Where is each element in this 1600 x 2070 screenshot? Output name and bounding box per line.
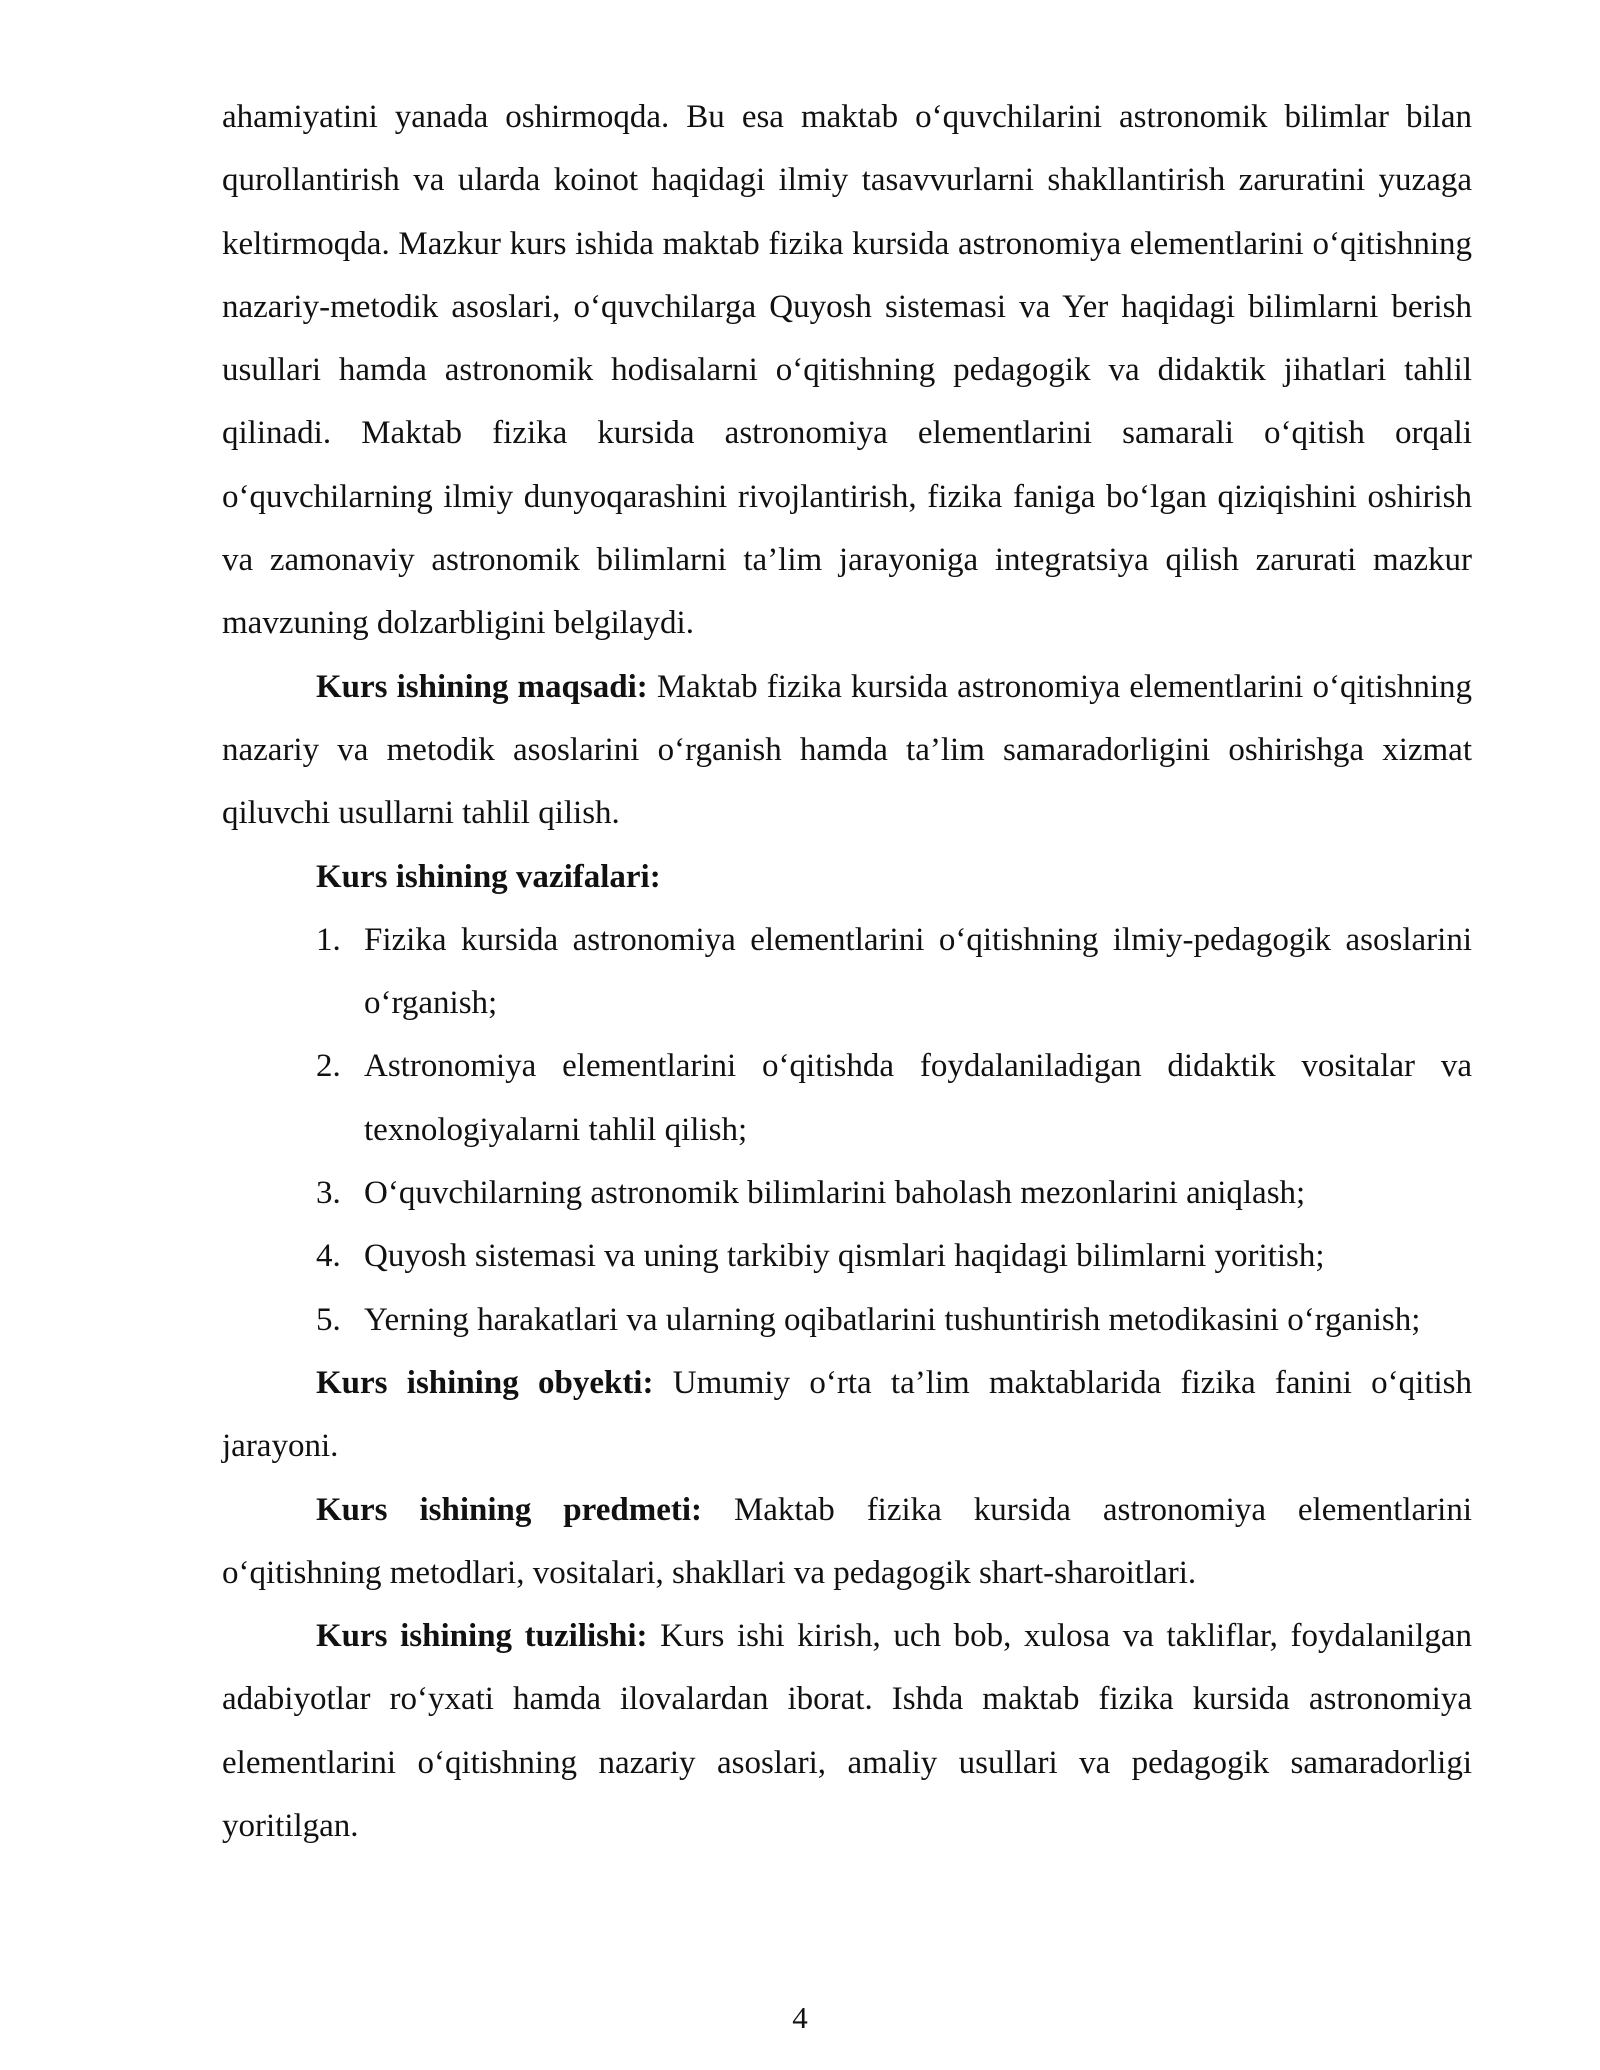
list-item-text: Fizika kursida astronomiya elementlarini o‘qitishning ilmiy-pedagogik asoslarini o‘rganish; <box>364 921 1472 1022</box>
list-item-text: Astronomiya elementlarini o‘qitishda foydalaniladigan didaktik vositalar va texnologiyalarni tahlil qilish; <box>364 1048 1472 1148</box>
tasks-list <box>222 909 1472 1352</box>
list-item-number: 5. <box>316 1301 341 1338</box>
object-text: Umumiy o‘rta ta’lim maktablarida fizika fanini o‘qitish jarayoni. <box>222 1364 1472 1465</box>
object-paragraph <box>222 1352 1472 1479</box>
list-item-text: Quyosh sistemasi va uning tarkibiy qismlari haqidagi bilimlarni yoritish; <box>364 1238 1325 1275</box>
list-item-text: Yerning harakatlari va ularning oqibatlarini tushuntirish metodikasini o‘rganish; <box>364 1301 1421 1338</box>
intro-paragraph: ahamiyatini yanada oshirmoqda. Bu esa maktab o‘quvchilarini astronomik bilimlar bilan qurollantirish va ularda koinot haqidagi ilmiy tasavvurlarni shakllantirish zaruratini yuzaga keltirmoqda. Mazkur kurs ishida maktab fizika kursida astronomiya elementlarini o‘qitishning nazariy-metodik asoslari, o‘quvchilarga Quyosh sistemasi va Yer haqidagi bilimlarni berish usullari hamda astronomik hodisalarni o‘qitishning pedagogik va didaktik jihatlari tahlil qilinadi. Maktab fizika kursida astronomiya elementlarini samarali o‘qitish orqali o‘quvchilarning ilmiy dunyoqarashini rivojlantirish, fizika faniga bo‘lgan qiziqishini oshirish va zamonaviy astronomik bilimlarni ta’lim jarayoniga integratsiya qilish zarurati mazkur mavzuning dolzarbligini belgilaydi. <box>222 99 1472 642</box>
page-number: 4 <box>792 2000 808 2035</box>
list-item <box>316 1225 1472 1288</box>
structure-text: Kurs ishi kirish, uch bob, xulosa va takliflar, foydalanilgan adabiyotlar ro‘yxati hamda ilovalardan iborat. Ishda maktab fizika kursida astronomiya elementlarini o‘qitishning nazariy asoslari, amaliy usullari va pedagogik samaradorligi yoritilgan. <box>222 1618 1472 1845</box>
list-item-number: 3. <box>316 1175 341 1212</box>
object-label: Kurs ishining obyekti: <box>316 1364 654 1401</box>
list-item-number: 2. <box>316 1048 341 1085</box>
list-item <box>316 1035 1472 1162</box>
list-item <box>316 909 1472 1036</box>
list-item-number: 1. <box>316 921 341 958</box>
goal-label: Kurs ishining maqsadi: <box>316 668 648 705</box>
structure-label: Kurs ishining tuzilishi: <box>316 1618 648 1655</box>
list-item <box>316 1289 1472 1352</box>
tasks-heading: Kurs ishining vazifalari: <box>316 858 661 895</box>
list-item-number: 4. <box>316 1238 341 1275</box>
subject-text: Maktab fizika kursida astronomiya elementlarini o‘qitishning metodlari, vositalari, shakllari va pedagogik shart-sharoitlari. <box>222 1491 1473 1591</box>
goal-paragraph <box>222 656 1472 846</box>
structure-paragraph <box>222 1605 1472 1858</box>
subject-paragraph <box>222 1479 1472 1606</box>
list-item <box>316 1162 1472 1225</box>
document-page <box>222 86 1472 1858</box>
list-item-text: O‘quvchilarning astronomik bilimlarini baholash mezonlarini aniqlash; <box>364 1175 1306 1212</box>
goal-text: Maktab fizika kursida astronomiya elementlarini o‘qitishning nazariy va metodik asoslarini o‘rganish hamda ta’lim samaradorligini oshirishga xizmat qiluvchi usullarni tahlil qilish. <box>222 668 1472 832</box>
subject-label: Kurs ishining predmeti: <box>316 1491 702 1528</box>
